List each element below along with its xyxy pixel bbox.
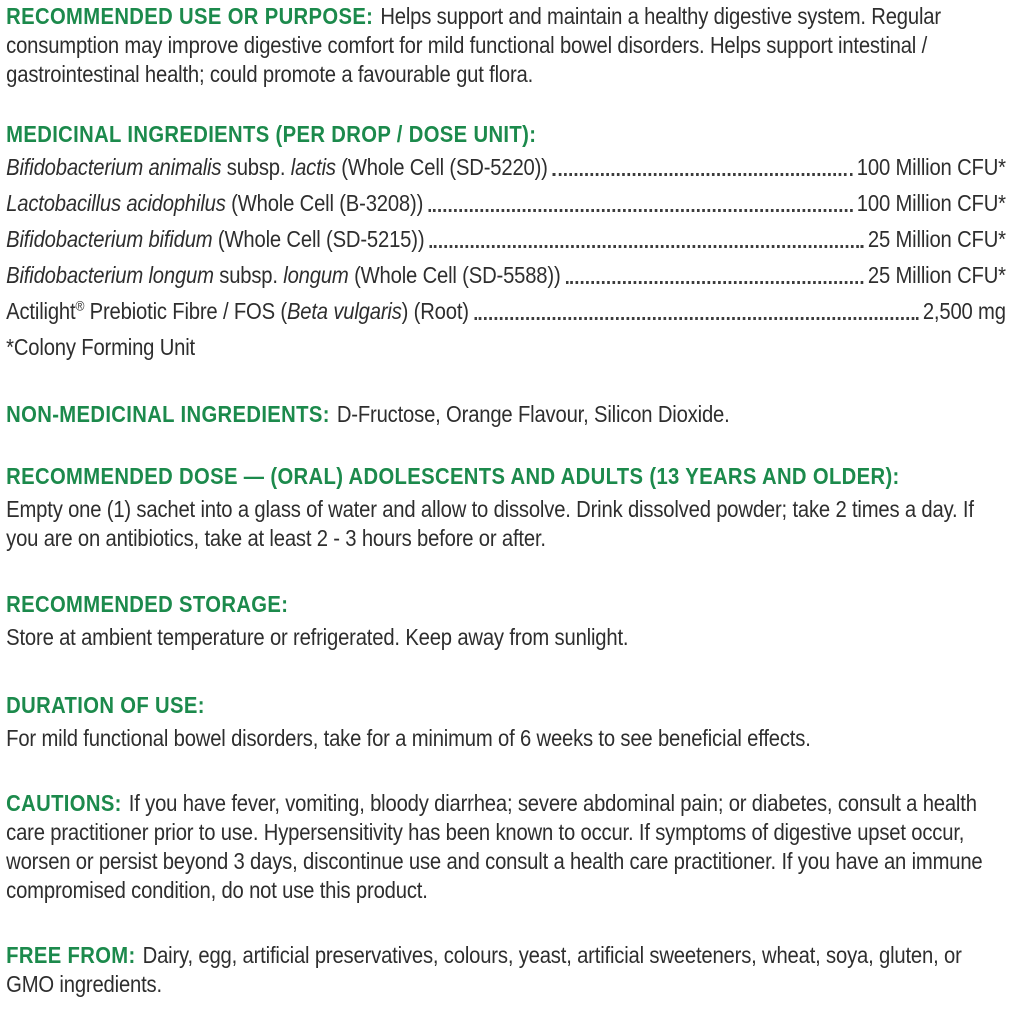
storage-heading: RECOMMENDED STORAGE: (6, 591, 289, 617)
non-medicinal-heading: NON-MEDICINAL INGREDIENTS: (6, 401, 330, 427)
ingredient-amount: 25 Million CFU* (867, 262, 1006, 288)
ingredient-row (6, 261, 1006, 290)
section-free-from (6, 941, 1006, 999)
section-recommended-use (6, 2, 1006, 89)
ingredient-row (6, 189, 1006, 218)
ingredient-amount: 2,500 mg (922, 298, 1006, 324)
cautions-paragraph (6, 789, 1006, 905)
storage-text: Store at ambient temperature or refrigerated. Keep away from sunlight. (6, 624, 629, 650)
ingredient-amount: 25 Million CFU* (867, 226, 1006, 252)
recommended-use-paragraph (6, 2, 1006, 89)
section-non-medicinal (6, 400, 1006, 429)
ingredient-name: Actilight® Prebiotic Fibre / FOS (Beta vulgaris) (Root) (6, 298, 469, 324)
ingredient-row (6, 225, 1006, 254)
dot-leader (428, 209, 852, 212)
ingredient-amount: 100 Million CFU* (856, 154, 1006, 180)
ingredient-name: Bifidobacterium animalis subsp. lactis (Whole Cell (SD-5220)) (6, 154, 548, 180)
ingredient-name: Lactobacillus acidophilus (Whole Cell (B-3208)) (6, 190, 424, 216)
section-medicinal-ingredients (6, 119, 1006, 362)
dose-text: Empty one (1) sachet into a glass of water and allow to dissolve. Drink dissolved powder; take 2 times a day. If you are on antibiotics, take at least 2 - 3 hours before or after. (6, 496, 974, 551)
dose-heading: RECOMMENDED DOSE — (ORAL) ADOLESCENTS AND ADULTS (13 YEARS AND OLDER): (6, 463, 900, 489)
ingredient-name: Bifidobacterium longum subsp. longum (Whole Cell (SD-5588)) (6, 262, 561, 288)
cautions-heading: CAUTIONS: (6, 790, 122, 816)
ingredient-amount: 100 Million CFU* (856, 190, 1006, 216)
duration-heading: DURATION OF USE: (6, 692, 205, 718)
ingredient-row (6, 297, 1006, 326)
cfu-footnote: *Colony Forming Unit (6, 334, 196, 360)
section-storage (6, 589, 1006, 652)
free-from-text: Dairy, egg, artificial preservatives, colours, yeast, artificial sweeteners, wheat, soya, gluten, or GMO ingredients. (6, 942, 962, 997)
section-duration (6, 690, 1006, 753)
non-medicinal-text: D-Fructose, Orange Flavour, Silicon Dioxide. (336, 401, 730, 427)
recommended-use-text: Helps support and maintain a healthy digestive system. Regular consumption may improve digestive comfort for mild functional bowel disorders. Helps support intestinal / gastrointestinal health; could promote a favourable gut flora. (6, 3, 941, 87)
dot-leader (474, 317, 918, 320)
section-cautions (6, 789, 1006, 905)
dot-leader (430, 245, 864, 248)
ingredient-name: Bifidobacterium bifidum (Whole Cell (SD-5215)) (6, 226, 425, 252)
dot-leader (566, 281, 864, 284)
cautions-text: If you have fever, vomiting, bloody diarrhea; severe abdominal pain; or diabetes, consult a health care practitioner prior to use. Hypersensitivity has been known to occur. If symptoms of digestive upset occur, worsen or persist beyond 3 days, discontinue use and consult a health care practitioner. If you have an immune compromised condition, do not use this product. (6, 790, 983, 903)
section-dose (6, 461, 1006, 553)
dot-leader (553, 173, 852, 176)
free-from-paragraph (6, 941, 1006, 999)
free-from-heading: FREE FROM: (6, 942, 136, 968)
ingredient-row (6, 153, 1006, 182)
recommended-use-heading: RECOMMENDED USE OR PURPOSE: (6, 3, 374, 29)
duration-text: For mild functional bowel disorders, take for a minimum of 6 weeks to see beneficial effects. (6, 725, 811, 751)
medicinal-ingredients-heading: MEDICINAL INGREDIENTS (PER DROP / DOSE UNIT): (6, 121, 537, 147)
non-medicinal-paragraph (6, 400, 1006, 429)
